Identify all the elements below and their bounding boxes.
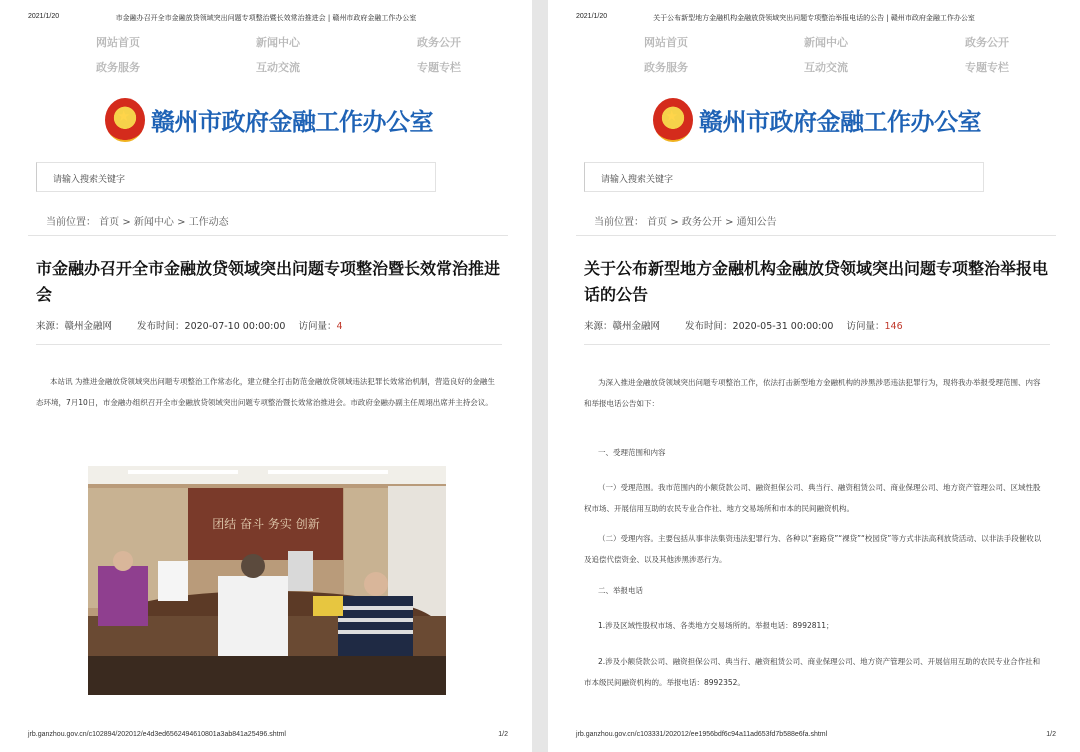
breadcrumb: 当前位置： 首页 > 新闻中心 > 工作动态 xyxy=(46,217,229,228)
page-number: 1/2 xyxy=(498,731,508,738)
site-name: 赣州市政府金融工作办公室 xyxy=(699,108,981,136)
article-meta xyxy=(584,318,903,332)
notice-intro: 为深入推进金融放贷领域突出问题专项整治工作，依法打击新型地方金融机构的涉黑涉恶违法犯罪行为，现将我办举报受理范围、内容和举报电话公告如下： xyxy=(584,378,1041,408)
meeting-photo xyxy=(88,466,446,695)
article-title: 市金融办召开全市金融放贷领域突出问题专项整治暨长效常治推进会 xyxy=(36,259,501,304)
site-logo[interactable] xyxy=(653,98,1013,144)
search-input[interactable] xyxy=(584,162,984,192)
notice-section-1: 一、受理范围和内容 xyxy=(598,448,666,457)
views-count: 146 xyxy=(884,321,903,332)
nav-interaction[interactable]: 互动交流 xyxy=(256,61,300,74)
nav-news[interactable]: 新闻中心 xyxy=(256,36,300,49)
article-date: 发布时间：2020-07-10 00:00:00 xyxy=(137,321,286,332)
search-input[interactable] xyxy=(36,162,436,192)
divider xyxy=(584,344,1050,345)
article-meta xyxy=(36,318,343,332)
nav-home[interactable]: 网站首页 xyxy=(644,36,688,49)
search-placeholder: 请输入搜索关键字 xyxy=(601,175,674,185)
views-count: 4 xyxy=(336,321,343,332)
nav-topics[interactable]: 专题专栏 xyxy=(965,61,1009,74)
views-label: 访问量： xyxy=(298,321,337,332)
breadcrumb: 当前位置： 首页 > 政务公开 > 通知公告 xyxy=(594,217,777,228)
nav-public[interactable]: 政务公开 xyxy=(965,36,1009,49)
search-placeholder: 请输入搜索关键字 xyxy=(53,175,126,185)
page-url: jrb.ganzhou.gov.cn/c102894/202012/e4d3ed6562494610801a3ab841a25496.shtml xyxy=(28,731,286,738)
national-emblem-icon xyxy=(653,98,693,142)
notice-item-1: （一）受理范围。我市范围内的小额贷款公司、融资担保公司、典当行、融资租赁公司、商业保理公司、地方资产管理公司、区域性股权市场、开展信用互助的农民专业合作社、地方交易场所和市本的民间融资机构。 xyxy=(584,483,1041,513)
nav-services[interactable]: 政务服务 xyxy=(96,61,140,74)
nav-topics[interactable]: 专题专栏 xyxy=(417,61,461,74)
nav-services[interactable]: 政务服务 xyxy=(644,61,688,74)
nav-interaction[interactable]: 互动交流 xyxy=(804,61,848,74)
banner-text: 团结 奋斗 务实 创新 xyxy=(212,517,320,531)
article-source: 来源：赣州金融网 xyxy=(584,321,661,332)
print-header-title: 市金融办召开全市金融放贷领域突出问题专项整治暨长效常治推进会 | 赣州市政府金融工作办公室 xyxy=(115,14,417,22)
print-header-title: 关于公布新型地方金融机构金融放贷领域突出问题专项整治举报电话的公告 | 赣州市政府金融工作办公室 xyxy=(653,14,975,22)
print-date: 2021/1/20 xyxy=(576,13,608,20)
page-url: jrb.ganzhou.gov.cn/c103331/202012/ee1956bdf6c94a11ad653fd7b588e6fa.shtml xyxy=(576,731,828,738)
divider xyxy=(36,344,502,345)
article-paragraph: 本站讯 为推进金融放贷领域突出问题专项整治工作常态化，建立健全打击防范金融放贷领域违法犯罪长效常治机制，营造良好的金融生态环境，7月10日，市金融办组织召开全市金融放贷领域突出问题专项整治暨长效常治推进会。市政府金融办副主任周翊出席并主持会议。 xyxy=(36,377,495,407)
print-date: 2021/1/20 xyxy=(28,13,60,20)
nav-news[interactable]: 新闻中心 xyxy=(804,36,848,49)
page-number: 1/2 xyxy=(1046,731,1056,738)
divider xyxy=(28,235,508,236)
national-emblem-icon xyxy=(105,98,145,142)
document-page-right xyxy=(548,0,1080,752)
views-label: 访问量： xyxy=(846,321,885,332)
notice-phone-2: 2.涉及小额贷款公司、融资担保公司、典当行、融资租赁公司、商业保理公司、地方资产管理公司、开展信用互助的农民专业合作社和市本级民间融资机构的。举报电话：8992352。 xyxy=(584,657,1041,687)
site-logo[interactable] xyxy=(105,98,465,144)
nav-home[interactable]: 网站首页 xyxy=(96,36,140,49)
article-title: 关于公布新型地方金融机构金融放贷领域突出问题专项整治举报电话的公告 xyxy=(584,259,1049,304)
notice-section-2: 二、举报电话 xyxy=(598,586,643,595)
site-name: 赣州市政府金融工作办公室 xyxy=(151,108,433,136)
notice-phone-1: 1.涉及区域性股权市场、各类地方交易场所的。举报电话：8992811； xyxy=(598,621,834,630)
notice-item-2: （二）受理内容。主要包括从事非法集资违法犯罪行为、各种以“套路贷”“裸贷”“校园贷”等方式非法高利放贷活动、以非法手段催收以及追偿代偿资金、以及其他涉黑涉恶行为。 xyxy=(584,534,1042,564)
article-source: 来源：赣州金融网 xyxy=(36,321,113,332)
divider xyxy=(576,235,1056,236)
nav-public[interactable]: 政务公开 xyxy=(417,36,461,49)
article-date: 发布时间：2020-05-31 00:00:00 xyxy=(685,321,834,332)
document-page-left xyxy=(0,0,532,752)
